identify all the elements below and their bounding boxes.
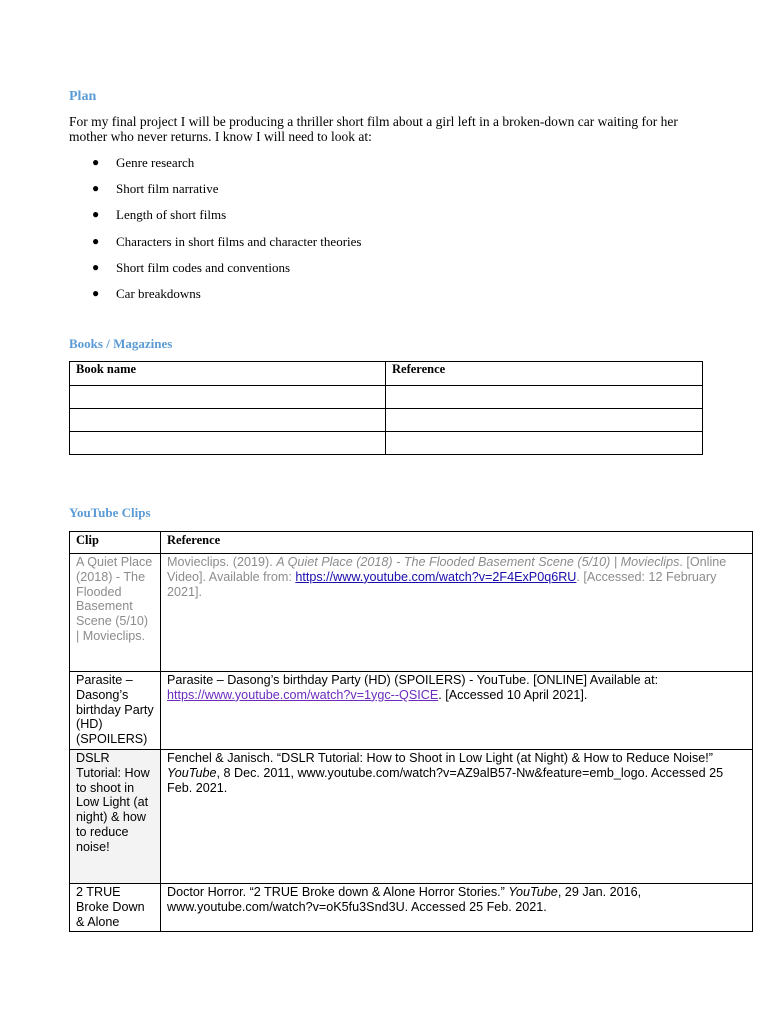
bullet-icon: ● — [92, 155, 100, 169]
table-row — [70, 749, 753, 883]
reference-cell — [161, 672, 753, 750]
table-cell[interactable] — [386, 409, 703, 432]
column-header-clip: Clip — [70, 532, 161, 554]
table-row — [70, 432, 703, 455]
list-item-label: Genre research — [116, 155, 195, 170]
table-row — [70, 386, 703, 409]
reference-text: . [Accessed 10 April 2021]. — [438, 687, 588, 702]
youtube-heading: YouTube Clips — [69, 505, 151, 520]
list-item — [92, 207, 361, 233]
table-cell[interactable] — [386, 432, 703, 455]
list-item-label: Short film narrative — [116, 181, 219, 197]
plan-bullet-list — [92, 155, 361, 312]
table-header-row — [70, 532, 753, 554]
list-item — [92, 181, 361, 207]
reference-cell — [161, 749, 753, 883]
reference-text: . [Accessed: 12 February 2021]. — [167, 569, 717, 599]
reference-title: YouTube — [167, 765, 217, 780]
table-row — [70, 672, 753, 750]
bullet-icon: ● — [92, 285, 100, 300]
clip-title-cell: DSLR Tutorial: How to shoot in Low Light (at night) & how to reduce noise! — [70, 749, 161, 883]
bullet-icon: ● — [92, 207, 100, 222]
table-row — [70, 409, 703, 432]
list-item — [92, 155, 361, 181]
column-header-reference: Reference — [161, 532, 753, 554]
list-item — [92, 286, 361, 312]
plan-intro-text: For my final project I will be producing a thriller short film about a girl left in a broken-down car waiting for her mother who never returns. I know I will need to look at: — [69, 114, 678, 144]
reference-text: Movieclips. (2019). — [167, 555, 277, 569]
reference-text: . [Online Video]. Available from: — [167, 555, 727, 584]
column-header-book-name: Book name — [70, 362, 386, 386]
bullet-icon: ● — [92, 181, 100, 196]
youtube-clips-table — [69, 531, 753, 932]
reference-text: , 29 Jan. 2016, www.youtube.com/watch?v=oK5fu3Snd3U. Accessed 25 Feb. 2021. — [167, 884, 642, 914]
list-item-label: Characters in short films and character theories — [116, 233, 362, 249]
table-header-row — [70, 362, 703, 386]
list-item-label: Short film codes and conventions — [116, 259, 291, 275]
table-cell[interactable] — [70, 386, 386, 409]
clip-title-cell: Parasite – Dasong’s birthday Party (HD) (SPOILERS) — [70, 672, 161, 750]
reference-text: Doctor Horror. “2 TRUE Broke down & Alone Horror Stories.” — [167, 884, 509, 899]
bullet-icon: ● — [92, 233, 100, 248]
list-item — [92, 234, 361, 260]
reference-text: , 8 Dec. 2011, www.youtube.com/watch?v=AZ9alB57-Nw&feature=emb_logo. Accessed 25 Feb. 2021. — [167, 765, 724, 795]
books-table — [69, 361, 703, 455]
list-item-label: Car breakdowns — [116, 285, 201, 301]
table-row — [70, 883, 753, 931]
column-header-reference: Reference — [386, 362, 703, 386]
table-cell[interactable] — [70, 409, 386, 432]
bullet-icon: ● — [92, 259, 100, 274]
reference-text: Fenchel & Janisch. “DSLR Tutorial: How to Shoot in Low Light (at Night) & How to Reduce Noise!” — [167, 750, 713, 765]
reference-cell — [161, 883, 753, 931]
reference-link[interactable]: https://www.youtube.com/watch?v=1ygc--QSICE — [167, 687, 439, 702]
reference-title: YouTube — [508, 884, 558, 899]
books-heading: Books / Magazines — [69, 336, 173, 351]
reference-link[interactable]: https://www.youtube.com/watch?v=2F4ExP0q6RU — [295, 569, 577, 584]
plan-heading: Plan — [69, 89, 97, 104]
clip-title-cell: 2 TRUE Broke Down & Alone — [70, 883, 161, 931]
list-item-label: Length of short films — [116, 207, 227, 223]
clip-title-cell: A Quiet Place (2018) - The Flooded Basement Scene (5/10) | Movieclips. — [70, 554, 161, 672]
reference-text: Parasite – Dasong’s birthday Party (HD) (SPOILERS) - YouTube. [ONLINE] Available at: — [167, 673, 659, 687]
reference-cell — [161, 554, 753, 672]
reference-title: A Quiet Place (2018) - The Flooded Basement Scene (5/10) | Movieclips — [276, 555, 680, 569]
list-item — [92, 260, 361, 286]
table-cell[interactable] — [70, 432, 386, 455]
table-row — [70, 554, 753, 672]
table-cell[interactable] — [386, 386, 703, 409]
